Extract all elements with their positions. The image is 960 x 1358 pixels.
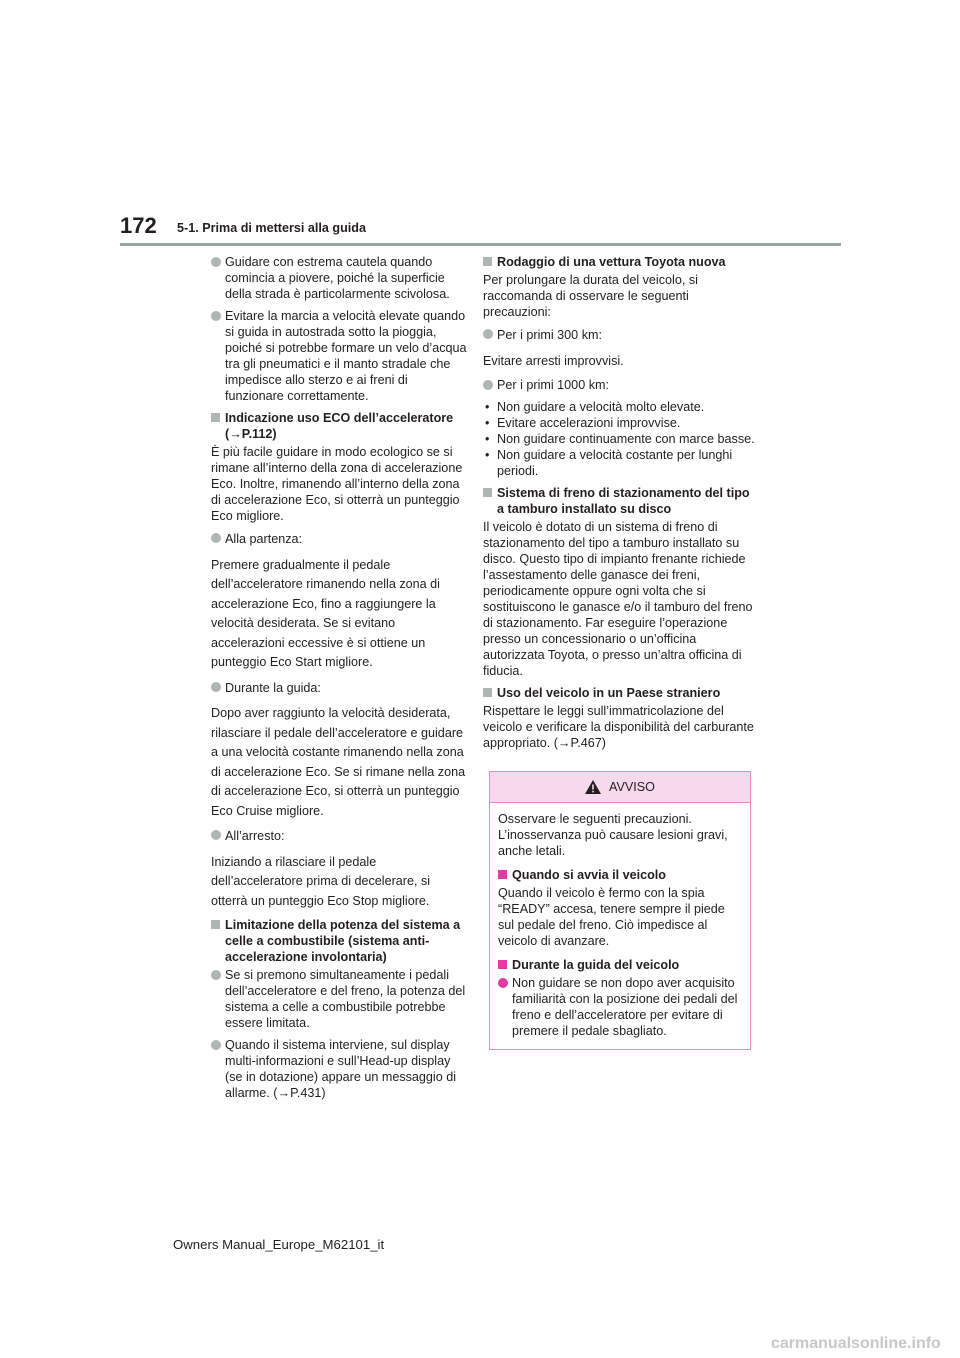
warning-header <box>490 772 750 803</box>
warning-heading-start <box>498 867 742 883</box>
bullet-dot-icon <box>211 533 221 543</box>
bullet-lead: Alla partenza: <box>225 532 303 546</box>
heading-foreign-country <box>483 685 755 701</box>
bullet-text: Guidare con estrema cautela quando comincia a piovere, poiché la superficie della strada è particolarmente scivolosa. <box>225 255 450 301</box>
bullet-dot-icon <box>483 380 493 390</box>
heading-text: Limitazione della potenza del sistema a celle a combustibile (sistema anti-accelerazione involontaria) <box>225 918 461 964</box>
warning-bullet-pedals <box>498 975 742 1039</box>
bullet-system-message <box>211 1037 469 1101</box>
heading-text: Rodaggio di una vettura Toyota nuova <box>497 255 726 269</box>
right-column <box>483 254 755 757</box>
1000km-list <box>483 399 755 479</box>
bullet-stop <box>211 827 469 847</box>
heading-square-icon <box>483 257 492 266</box>
bullet-dot-icon <box>211 970 221 980</box>
bullet-dot-icon <box>211 1040 221 1050</box>
break-in-paragraph: Per prolungare la durata del veicolo, si raccomanda di osservare le seguenti precauzioni: <box>483 273 698 319</box>
warning-start-paragraph: Quando il veicolo è fermo con la spia “READY” accesa, tenere sempre il piede sul pedale del freno. Ciò impedisce al veicolo di avanzare. <box>498 886 725 948</box>
bullet-dot-icon <box>211 682 221 692</box>
watermark: carmanualsonline.info <box>771 1335 941 1352</box>
bullet-300km <box>483 326 755 346</box>
heading-square-icon <box>498 960 507 969</box>
list-item: • Non guidare a velocità molto elevate. <box>483 399 755 415</box>
list-item: • Non guidare a velocità costante per lunghi periodi. <box>483 447 755 479</box>
heading-square-icon <box>483 688 492 697</box>
warning-heading-driving <box>498 957 742 973</box>
heading-square-icon <box>211 413 220 422</box>
bullet-lead: All’arresto: <box>225 829 285 843</box>
left-column <box>211 254 469 1107</box>
bullet-pedals <box>211 967 469 1031</box>
bullet-lead: Per i primi 300 km: <box>497 328 602 342</box>
bullet-dot-icon <box>211 311 221 321</box>
bullet-text: Non guidare se non dopo aver acquisito familiarità con la posizione dei pedali del freno e dell’acceleratore per evitare di premere il pedale sbagliato. <box>512 976 738 1038</box>
heading-square-icon <box>483 488 492 497</box>
stop-text <box>211 853 469 912</box>
heading-square-icon <box>211 920 220 929</box>
bullet-start <box>211 530 469 550</box>
bullet-dot-icon <box>211 830 221 840</box>
bullet-text: Dopo aver raggiunto la velocità desiderata, rilasciare il pedale dell’acceleratore e guidare a una velocità costante rimanendo nella zona di accelerazione Eco. Se si rimane nella zona di accelerazione Eco, si otterrà un punteggio Eco Cruise migliore. <box>211 706 466 818</box>
warning-box <box>489 771 751 1050</box>
bullet-text: Iniziando a rilasciare il pedale dell’acceleratore prima di decelerare, si otterrà un punteggio Eco Stop migliore. <box>211 854 431 908</box>
bullet-text: Se si premono simultaneamente i pedali dell’acceleratore e del freno, la potenza del sistema a celle a combustibile potrebbe essere limitata. <box>225 968 466 1030</box>
bullet-dot-icon <box>483 329 493 339</box>
warning-body <box>490 803 750 1049</box>
heading-text: Durante la guida del veicolo <box>512 958 680 972</box>
list-item: • Evitare accelerazioni improvvise. <box>483 415 755 431</box>
heading-text: Quando si avvia il veicolo <box>512 868 666 882</box>
heading-break-in <box>483 254 755 270</box>
header-rule <box>120 243 841 246</box>
heading-power-limit <box>211 917 469 965</box>
300km-text <box>483 352 755 372</box>
list-item: • Non guidare continuamente con marce basse. <box>483 431 755 447</box>
footer-manual-id: Owners Manual_Europe_M62101_it <box>173 1237 385 1252</box>
bullet-text: Premere gradualmente il pedale dell’acceleratore rimanendo nella zona di accelerazione Eco, fino a raggiungere la velocità desiderata. Se si evitano accelerazioni eccessive è si ottiene un punteggio Eco Start migliore. <box>211 557 440 669</box>
bullet-text: Evitare arresti improvvisi. <box>483 353 624 368</box>
heading-eco-indicator <box>211 410 469 442</box>
bullet-rain-caution <box>211 254 469 302</box>
heading-square-icon <box>498 870 507 879</box>
bullet-driving <box>211 679 469 699</box>
bullet-text: Quando il sistema interviene, sul display multi-informazioni e sull’Head-up display (se in dotazione) appare un messaggio di allarme. (→P.431) <box>225 1038 457 1100</box>
foreign-country-paragraph: Rispettare le leggi sull’immatricolazione del veicolo e verificare la disponibilità del carburante appropriato. (→P.467) <box>483 704 754 750</box>
section-title: 5-1. Prima di mettersi alla guida <box>177 221 366 235</box>
parking-brake-paragraph: Il veicolo è dotato di un sistema di freno di stazionamento del tipo a tamburo installato su disco. Questo tipo di impianto frenante richiede l’assestamento delle ganasce dei freni, periodicamente oppure ogni volta che si sostituiscono le ganasce e/o il tamburo del freno di stazionamento. Far eseguire l’operazione presso un concessionario o un’officina autorizzata Toyota, o presso un’altra officina di fiducia. <box>483 520 753 678</box>
heading-parking-brake <box>483 485 755 517</box>
heading-text: Indicazione uso ECO dell’acceleratore (→P.112) <box>225 411 454 441</box>
warning-intro: Osservare le seguenti precauzioni. L’inosservanza può causare lesioni gravi, anche letali. <box>498 812 728 858</box>
heading-text: Uso del veicolo in un Paese straniero <box>497 686 721 700</box>
page-number: 172 <box>120 213 157 238</box>
bullet-highway-rain <box>211 308 469 404</box>
bullet-lead: Per i primi 1000 km: <box>497 378 609 392</box>
start-text <box>211 556 469 673</box>
bullet-text: Evitare la marcia a velocità elevate quando si guida in autostrada sotto la pioggia, poiché si potrebbe formare un velo d’acqua tra gli pneumatici e il manto stradale che impedisce allo sterzo e ai freni di funzionare correttamente. <box>225 309 467 403</box>
warning-title: AVVISO <box>609 780 655 794</box>
warning-triangle-icon <box>585 780 601 794</box>
heading-text: Sistema di freno di stazionamento del tipo a tamburo installato su disco <box>497 486 750 516</box>
eco-paragraph: È più facile guidare in modo ecologico se si rimane all’interno della zona di accelerazione Eco. Inoltre, rimanendo all’interno della zona di accelerazione Eco, si otterrà un punteggio Eco migliore. <box>211 445 463 523</box>
bullet-dot-icon <box>211 257 221 267</box>
driving-text <box>211 704 469 821</box>
bullet-lead: Durante la guida: <box>225 680 321 695</box>
bullet-dot-icon <box>498 978 508 988</box>
bullet-1000km <box>483 377 755 393</box>
